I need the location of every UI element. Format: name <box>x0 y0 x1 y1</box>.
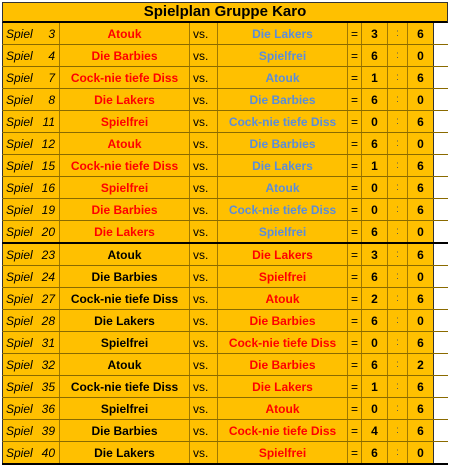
away-score-cell[interactable]: 6 <box>408 155 434 176</box>
away-score-cell[interactable]: 6 <box>408 332 434 353</box>
match-number-cell[interactable] <box>2 310 60 331</box>
home-team-cell[interactable]: Atouk <box>60 133 190 154</box>
home-score-cell[interactable]: 6 <box>362 310 388 331</box>
equals-cell[interactable]: = <box>348 442 362 463</box>
match-number: 40 <box>41 445 55 460</box>
vs-cell[interactable]: vs. <box>190 133 218 154</box>
colon-cell[interactable]: : <box>388 67 408 88</box>
home-score-cell[interactable]: 6 <box>362 354 388 375</box>
home-score-cell[interactable]: 2 <box>362 288 388 309</box>
home-team-cell[interactable]: Die Lakers <box>60 221 190 242</box>
away-team-cell[interactable]: Cock-nie tiefe Diss <box>218 199 348 220</box>
equals-cell[interactable]: = <box>348 155 362 176</box>
equals-cell[interactable]: = <box>348 111 362 132</box>
match-number-cell[interactable] <box>2 45 60 66</box>
spiel-label: Spiel <box>6 379 33 394</box>
spiel-label: Spiel <box>6 313 33 328</box>
home-team-cell[interactable]: Atouk <box>60 23 190 44</box>
match-rows <box>2 23 448 465</box>
home-team-cell[interactable]: Atouk <box>60 244 190 265</box>
match-number-cell[interactable] <box>2 266 60 287</box>
home-score-cell[interactable]: 0 <box>362 199 388 220</box>
colon-cell[interactable]: : <box>388 244 408 265</box>
spiel-label: Spiel <box>6 70 33 85</box>
home-team-cell[interactable]: Die Lakers <box>60 89 190 110</box>
match-number-cell[interactable] <box>2 133 60 154</box>
match-number-cell[interactable] <box>2 23 60 44</box>
away-team-cell[interactable]: Die Barbies <box>218 310 348 331</box>
match-number: 32 <box>41 357 55 372</box>
match-number-cell[interactable] <box>2 244 60 265</box>
spiel-label: Spiel <box>6 291 33 306</box>
match-number: 27 <box>41 291 55 306</box>
away-team-cell[interactable]: Spielfrei <box>218 45 348 66</box>
away-score-cell[interactable]: 6 <box>408 376 434 397</box>
match-number-cell[interactable] <box>2 67 60 88</box>
away-score-cell[interactable]: 6 <box>408 199 434 220</box>
home-team-cell[interactable]: Cock-nie tiefe Diss <box>60 288 190 309</box>
vs-cell[interactable]: vs. <box>190 45 218 66</box>
colon-cell[interactable]: : <box>388 199 408 220</box>
match-number: 7 <box>48 70 55 85</box>
colon-cell[interactable]: : <box>388 354 408 375</box>
colon-cell[interactable]: : <box>388 45 408 66</box>
home-team-cell[interactable]: Cock-nie tiefe Diss <box>60 67 190 88</box>
vs-cell[interactable]: vs. <box>190 67 218 88</box>
away-team-cell[interactable]: Die Lakers <box>218 376 348 397</box>
vs-cell[interactable]: vs. <box>190 221 218 242</box>
match-number: 12 <box>41 136 55 151</box>
match-number: 11 <box>42 114 55 129</box>
away-team-cell[interactable]: Atouk <box>218 398 348 419</box>
vs-cell[interactable]: vs. <box>190 111 218 132</box>
sheet-title[interactable]: Spielplan Gruppe Karo <box>2 2 448 23</box>
away-score-cell[interactable]: 0 <box>408 89 434 110</box>
away-team-cell[interactable]: Atouk <box>218 177 348 198</box>
away-team-cell[interactable]: Spielfrei <box>218 442 348 463</box>
vs-cell[interactable]: vs. <box>190 420 218 441</box>
equals-cell[interactable]: = <box>348 244 362 265</box>
match-row <box>2 288 448 310</box>
equals-cell[interactable]: = <box>348 221 362 242</box>
spiel-label: Spiel <box>6 202 33 217</box>
home-score-cell[interactable]: 1 <box>362 376 388 397</box>
match-row <box>2 111 448 133</box>
home-score-cell[interactable]: 4 <box>362 420 388 441</box>
equals-cell[interactable]: = <box>348 177 362 198</box>
away-score-cell[interactable]: 6 <box>408 398 434 419</box>
spiel-label: Spiel <box>6 26 33 41</box>
vs-cell[interactable]: vs. <box>190 310 218 331</box>
home-score-cell[interactable]: 1 <box>362 155 388 176</box>
colon-cell[interactable]: : <box>388 177 408 198</box>
away-team-cell[interactable]: Atouk <box>218 67 348 88</box>
colon-cell[interactable]: : <box>388 420 408 441</box>
match-number-cell[interactable] <box>2 354 60 375</box>
match-number-cell[interactable] <box>2 199 60 220</box>
spiel-label: Spiel <box>6 158 33 173</box>
vs-cell[interactable]: vs. <box>190 266 218 287</box>
home-team-cell[interactable]: Die Barbies <box>60 45 190 66</box>
colon-cell[interactable]: : <box>388 89 408 110</box>
away-score-cell[interactable]: 0 <box>408 45 434 66</box>
match-number: 20 <box>41 224 55 239</box>
equals-cell[interactable]: = <box>348 266 362 287</box>
home-team-cell[interactable]: Die Barbies <box>60 420 190 441</box>
away-score-cell[interactable]: 0 <box>408 266 434 287</box>
match-row <box>2 332 448 354</box>
spiel-label: Spiel <box>6 92 33 107</box>
away-score-cell[interactable]: 6 <box>408 23 434 44</box>
home-score-cell[interactable]: 6 <box>362 442 388 463</box>
equals-cell[interactable]: = <box>348 288 362 309</box>
home-score-cell[interactable]: 6 <box>362 221 388 242</box>
colon-cell[interactable]: : <box>388 133 408 154</box>
colon-cell[interactable]: : <box>388 442 408 463</box>
vs-cell[interactable]: vs. <box>190 398 218 419</box>
away-team-cell[interactable]: Cock-nie tiefe Diss <box>218 111 348 132</box>
home-score-cell[interactable]: 6 <box>362 89 388 110</box>
spiel-label: Spiel <box>6 357 33 372</box>
away-score-cell[interactable]: 0 <box>408 221 434 242</box>
match-number: 3 <box>48 26 55 41</box>
match-number-cell[interactable] <box>2 420 60 441</box>
match-row <box>2 89 448 111</box>
vs-cell[interactable]: vs. <box>190 199 218 220</box>
match-row <box>2 244 448 266</box>
vs-cell[interactable]: vs. <box>190 442 218 463</box>
colon-cell[interactable]: : <box>388 155 408 176</box>
equals-cell[interactable]: = <box>348 398 362 419</box>
vs-cell[interactable]: vs. <box>190 288 218 309</box>
away-score-cell[interactable]: 0 <box>408 310 434 331</box>
away-score-cell[interactable]: 2 <box>408 354 434 375</box>
home-team-cell[interactable]: Atouk <box>60 354 190 375</box>
away-score-cell[interactable]: 0 <box>408 442 434 463</box>
equals-cell[interactable]: = <box>348 199 362 220</box>
away-team-cell[interactable]: Die Lakers <box>218 155 348 176</box>
equals-cell[interactable]: = <box>348 354 362 375</box>
home-team-cell[interactable]: Spielfrei <box>60 332 190 353</box>
match-row <box>2 133 448 155</box>
colon-cell[interactable]: : <box>388 111 408 132</box>
match-number: 39 <box>41 423 55 438</box>
home-team-cell[interactable]: Die Lakers <box>60 442 190 463</box>
spiel-label: Spiel <box>6 48 33 63</box>
match-number-cell[interactable] <box>2 398 60 419</box>
vs-cell[interactable]: vs. <box>190 244 218 265</box>
home-score-cell[interactable]: 0 <box>362 398 388 419</box>
vs-cell[interactable]: vs. <box>190 89 218 110</box>
colon-cell[interactable]: : <box>388 398 408 419</box>
away-team-cell[interactable]: Die Lakers <box>218 244 348 265</box>
match-row <box>2 23 448 45</box>
spiel-label: Spiel <box>6 335 33 350</box>
away-team-cell[interactable]: Die Barbies <box>218 133 348 154</box>
match-number: 8 <box>48 92 55 107</box>
match-row <box>2 221 448 244</box>
match-row <box>2 420 448 442</box>
match-number: 16 <box>41 180 55 195</box>
home-team-cell[interactable]: Spielfrei <box>60 177 190 198</box>
match-number-cell[interactable] <box>2 111 60 132</box>
spiel-label: Spiel <box>6 269 33 284</box>
home-team-cell[interactable]: Cock-nie tiefe Diss <box>60 376 190 397</box>
spiel-label: Spiel <box>6 114 33 129</box>
colon-cell[interactable]: : <box>388 221 408 242</box>
equals-cell[interactable]: = <box>348 133 362 154</box>
spiel-label: Spiel <box>6 401 33 416</box>
match-number: 31 <box>41 335 55 350</box>
home-team-cell[interactable]: Die Barbies <box>60 199 190 220</box>
away-score-cell[interactable]: 6 <box>408 244 434 265</box>
home-score-cell[interactable]: 3 <box>362 23 388 44</box>
equals-cell[interactable]: = <box>348 332 362 353</box>
match-number-cell[interactable] <box>2 177 60 198</box>
equals-cell[interactable]: = <box>348 89 362 110</box>
vs-cell[interactable]: vs. <box>190 155 218 176</box>
home-team-cell[interactable]: Spielfrei <box>60 398 190 419</box>
match-number: 24 <box>41 269 55 284</box>
equals-cell[interactable]: = <box>348 310 362 331</box>
match-row <box>2 398 448 420</box>
match-row <box>2 266 448 288</box>
home-team-cell[interactable]: Spielfrei <box>60 111 190 132</box>
match-number: 28 <box>41 313 55 328</box>
home-score-cell[interactable]: 3 <box>362 244 388 265</box>
match-number-cell[interactable] <box>2 288 60 309</box>
match-row <box>2 442 448 465</box>
vs-cell[interactable]: vs. <box>190 332 218 353</box>
match-number: 15 <box>41 158 55 173</box>
colon-cell[interactable]: : <box>388 266 408 287</box>
match-row <box>2 45 448 67</box>
away-team-cell[interactable]: Die Barbies <box>218 354 348 375</box>
away-team-cell[interactable]: Die Barbies <box>218 89 348 110</box>
spiel-label: Spiel <box>6 247 33 262</box>
home-score-cell[interactable]: 6 <box>362 45 388 66</box>
away-score-cell[interactable]: 6 <box>408 177 434 198</box>
match-number-cell[interactable] <box>2 221 60 242</box>
home-score-cell[interactable]: 1 <box>362 67 388 88</box>
equals-cell[interactable]: = <box>348 67 362 88</box>
away-team-cell[interactable]: Atouk <box>218 288 348 309</box>
equals-cell[interactable]: = <box>348 23 362 44</box>
match-row <box>2 376 448 398</box>
colon-cell[interactable]: : <box>388 23 408 44</box>
vs-cell[interactable]: vs. <box>190 23 218 44</box>
match-row <box>2 155 448 177</box>
match-row <box>2 177 448 199</box>
match-row <box>2 354 448 376</box>
match-number: 35 <box>41 379 55 394</box>
vs-cell[interactable]: vs. <box>190 354 218 375</box>
spiel-label: Spiel <box>6 423 33 438</box>
spiel-label: Spiel <box>6 136 33 151</box>
colon-cell[interactable]: : <box>388 310 408 331</box>
spiel-label: Spiel <box>6 445 33 460</box>
home-team-cell[interactable]: Die Lakers <box>60 310 190 331</box>
equals-cell[interactable]: = <box>348 376 362 397</box>
away-team-cell[interactable]: Cock-nie tiefe Diss <box>218 420 348 441</box>
away-team-cell[interactable]: Spielfrei <box>218 221 348 242</box>
match-row <box>2 67 448 89</box>
spiel-label: Spiel <box>6 180 33 195</box>
colon-cell[interactable]: : <box>388 288 408 309</box>
match-row <box>2 199 448 221</box>
match-number-cell[interactable] <box>2 89 60 110</box>
match-number-cell[interactable] <box>2 376 60 397</box>
match-number: 19 <box>41 202 55 217</box>
away-team-cell[interactable]: Cock-nie tiefe Diss <box>218 332 348 353</box>
equals-cell[interactable]: = <box>348 45 362 66</box>
home-score-cell[interactable]: 6 <box>362 266 388 287</box>
schedule-sheet <box>2 2 448 465</box>
colon-cell[interactable]: : <box>388 376 408 397</box>
away-team-cell[interactable]: Die Lakers <box>218 23 348 44</box>
home-score-cell[interactable]: 0 <box>362 177 388 198</box>
home-score-cell[interactable]: 6 <box>362 133 388 154</box>
home-score-cell[interactable]: 0 <box>362 111 388 132</box>
vs-cell[interactable]: vs. <box>190 376 218 397</box>
away-team-cell[interactable]: Spielfrei <box>218 266 348 287</box>
colon-cell[interactable]: : <box>388 332 408 353</box>
equals-cell[interactable]: = <box>348 420 362 441</box>
match-number: 23 <box>41 247 55 262</box>
home-team-cell[interactable]: Die Barbies <box>60 266 190 287</box>
match-number-cell[interactable] <box>2 155 60 176</box>
away-score-cell[interactable]: 6 <box>408 420 434 441</box>
away-score-cell[interactable]: 6 <box>408 67 434 88</box>
away-score-cell[interactable]: 0 <box>408 133 434 154</box>
match-row <box>2 310 448 332</box>
match-number: 36 <box>41 401 55 416</box>
home-team-cell[interactable]: Cock-nie tiefe Diss <box>60 155 190 176</box>
match-number-cell[interactable] <box>2 332 60 353</box>
vs-cell[interactable]: vs. <box>190 177 218 198</box>
match-number: 4 <box>48 48 55 63</box>
away-score-cell[interactable]: 6 <box>408 288 434 309</box>
home-score-cell[interactable]: 0 <box>362 332 388 353</box>
away-score-cell[interactable]: 6 <box>408 111 434 132</box>
spiel-label: Spiel <box>6 224 33 239</box>
